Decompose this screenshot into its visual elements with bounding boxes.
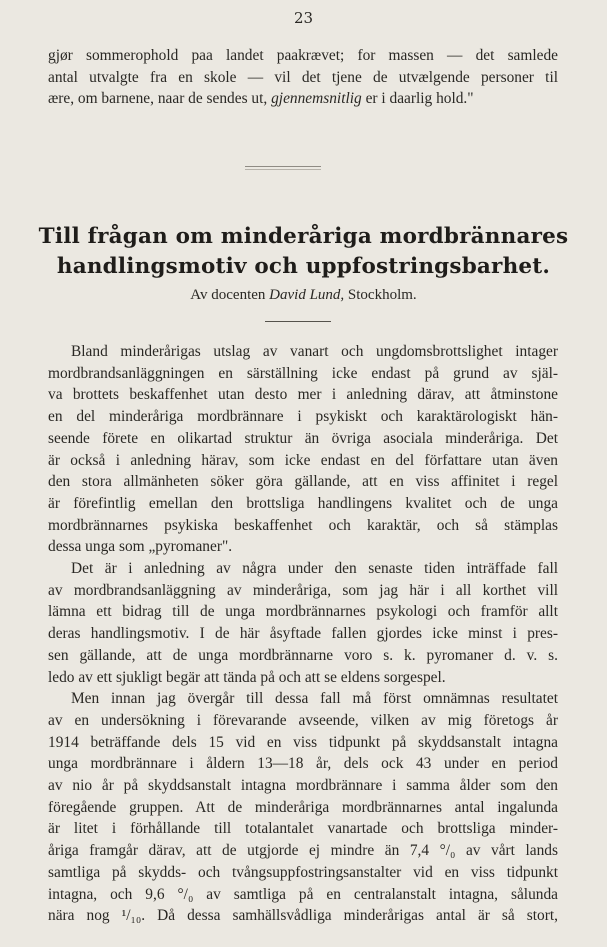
text-line: va brottets beskaffenhet utan desto mer i anledning därav, att åtminstone [48, 386, 558, 404]
text-line: Men innan jag övergår till dessa fall må först omnämnas resultatet [71, 690, 558, 708]
text-line: unga mordbrännare i åldern 13—18 år, dels ock 43 under en period [48, 755, 558, 773]
text-line: deras handlingsmotiv. I de här åsyftade fallen gjordes icke minst i pres- [48, 625, 558, 643]
byline-prefix: Av docenten [190, 287, 266, 303]
text-line: är också i anledning härav, som icke endast en del författare utan även [48, 451, 558, 469]
page-number: 23 [293, 9, 314, 27]
text-line: av mordbrandsanläggning av minderåriga, som jag här i all korthet vill [48, 581, 558, 599]
byline-author: David Lund, [269, 287, 345, 303]
text-line: sen gällande, att de unga mordbrännarne voro s. k. pyromaner d. v. s. [48, 646, 558, 664]
emphasized-word: gjennemsnitlig [271, 90, 362, 108]
article-title [0, 222, 607, 282]
body-paragraph [48, 558, 558, 688]
text-line: gjør sommerophold paa landet paakrævet; for massen — det samlede [48, 47, 558, 64]
text-line: dessa unga som „pyromaner". [48, 538, 233, 556]
text-line: samtliga på skydds- och tvångsuppfostringsanstalter vid en viss tidpunkt [48, 863, 558, 881]
article-body [48, 341, 558, 927]
text-line: är förefintlig emellan den brottsliga handlingens kvalitet och de unga [48, 494, 558, 512]
article-title-line: Till frågan om minderåriga mordbrännares [38, 224, 569, 249]
body-paragraph [48, 341, 558, 558]
text-line: Det är i anledning av några under den senaste tiden inträffade fall [71, 560, 558, 578]
body-paragraph [48, 688, 558, 927]
text-line: mordbrännarnes psykiska beskaffenhet och karaktär, och så stämplas [48, 516, 558, 534]
byline-place: Stockholm. [347, 287, 417, 303]
text-line: intagna, och 9,6 °/₀ av samtliga på en centralanstalt intagna, sålunda [48, 885, 558, 903]
text-line: seende förete en olikartad struktur än övriga asociala minderåriga. Det [48, 429, 558, 447]
text-line: nära nog ¹/₁₀. Då dessa samhällsvådliga minderårigas antal är så stort, [48, 907, 558, 925]
text-line: Bland minderårigas utslag av vanart och ungdomsbrottslighet intager [71, 343, 558, 360]
text-line: en del minderåriga mordbrännare i psykiskt och karaktärologiskt hän- [48, 408, 558, 426]
text-line: antal utvalgte fra en skole — vil det tjene de utvælgende personer til [48, 68, 558, 86]
section-divider [245, 166, 321, 167]
text-line: lämna ett bidrag till de unga mordbrännarnes psykologi och framför allt [48, 603, 558, 621]
text-line: mordbrandsanläggningen en särställning icke endast på grund av själ- [48, 364, 558, 382]
text-line: av nio år på skyddsanstalt intagna mordbrännare i samma ålder som den [48, 777, 558, 795]
text-line: är litet i förhållande till totalantalet vanartade och brottsliga minder- [48, 820, 558, 838]
text-line: den stora allmänheten söker göra gällande, att en viss affinitet i regel [48, 473, 558, 491]
article-title-line: handlingsmotiv och uppfostringsbarhet. [56, 254, 551, 279]
text-line: ledo av ett sjukligt begär att tända på och att se eldens sorgespel. [48, 668, 446, 686]
intro-paragraph [48, 45, 558, 110]
text-line-italic-emphasis: ære, om barnene, naar de sendes ut, gjennemsnitlig er i daarlig hold." [48, 90, 474, 108]
text-line: 1914 beträffande dels 15 vid en viss tidpunkt på skyddsanstalt intagna [48, 733, 558, 751]
text-line: åriga framgår därav, att de utgjorde ej mindre än 7,4 °/₀ av vårt lands [48, 842, 558, 860]
text-line: av en undersökning i förevarande avseende, vilken av mig företogs år [48, 711, 558, 729]
text-line: föregående gruppen. Att de minderåriga mordbrännarnes antal ingalunda [48, 798, 558, 816]
byline [0, 287, 607, 304]
byline-divider [265, 321, 331, 322]
